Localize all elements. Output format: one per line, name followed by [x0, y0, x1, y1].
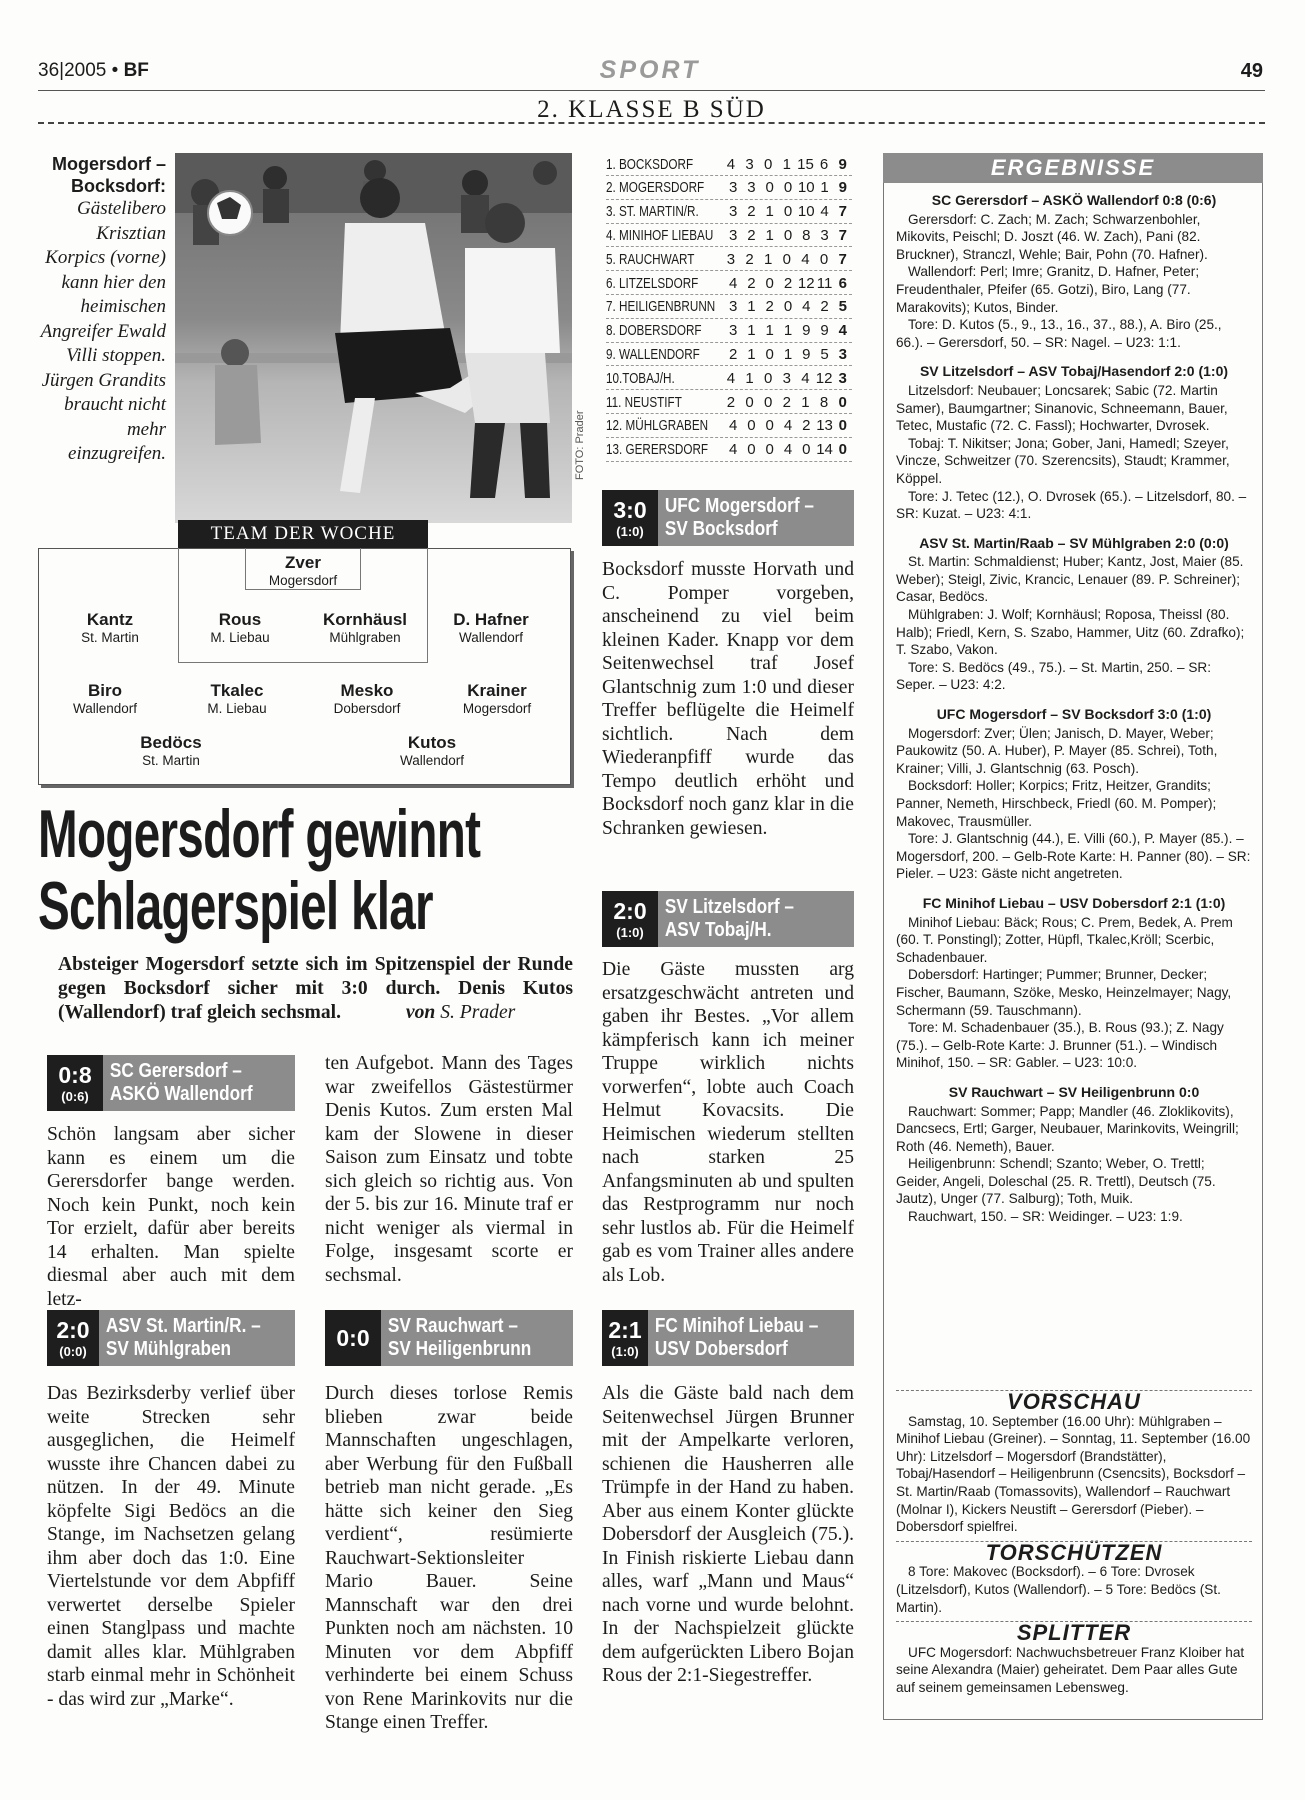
table-value: 0	[783, 179, 793, 197]
table-points: 7	[838, 250, 847, 268]
table-value: 0	[764, 155, 773, 173]
table-value: 12	[815, 369, 833, 387]
header-rule	[38, 90, 1265, 91]
match-photo-image	[175, 153, 572, 523]
table-points: 9	[838, 179, 847, 197]
torschuetzen-text: 8 Tore: Makovec (Bocksdorf). – 6 Tore: Dvrosek (Litzelsdorf), Kutos (Wallendorf). – 5 Tore: Bedöcs (St. Martin).	[896, 1564, 1221, 1615]
table-value: 8	[819, 393, 829, 411]
table-row	[606, 391, 852, 414]
table-value: 1	[747, 322, 756, 340]
match-bar-mogersdorf: 3:0 (1:0) UFC Mogersdorf – SV Bocksdorf	[602, 490, 854, 546]
table-value: 2	[747, 274, 756, 292]
table-value: 3	[782, 369, 792, 387]
table-team: 1. BOCKSDORF	[606, 155, 694, 173]
table-points: 4	[838, 322, 847, 340]
result-block	[896, 706, 1252, 883]
league-rule	[38, 122, 1265, 124]
result-block	[896, 1084, 1252, 1226]
result-line: Tobaj: T. Nikitser; Jona; Gober, Jani, Hamedl; Szeyer, Vincze, Schweitzer (70. Szerencsits), Staudt; Krammer, Köppel.	[896, 435, 1230, 486]
match-bar-minihof: 2:1 (1:0) FC Minihof Liebau – USV Dobersdorf	[602, 1310, 854, 1366]
result-line: Tore: M. Schadenbauer (35.), B. Rous (93.); Z. Nagy (75.). – Gelb-Rote Karte: J. Brunner (51.). – Windisch Minihof, 150. – SR: Gabler. – U23: 10:0.	[896, 1020, 1224, 1071]
result-header: ASV St. Martin/Raab – SV Mühlgraben 2:0 (0:0)	[919, 534, 1229, 551]
table-value: 2	[726, 393, 736, 411]
table-row	[606, 439, 852, 462]
result-line: Tore: J. Tetec (12.), O. Dvrosek (65.). – Litzelsdorf, 80. – SR: Kuzat. – U23: 4:1.	[896, 488, 1247, 522]
table-row	[606, 272, 852, 295]
table-value: 0	[765, 179, 774, 197]
ergebnisse-title: ERGEBNISSE	[883, 153, 1263, 183]
table-team: 12. MÜHLGRABEN	[606, 417, 709, 435]
table-value: 4	[801, 369, 810, 387]
table-value: 2	[745, 250, 754, 268]
player-def-3: Kornhäusl Mühlgraben	[322, 610, 408, 645]
caption-text: Gästelibero Krisztian Korpics (vorne) kann hier den heimischen Angreifer Ewald Villi stoppen. Jürgen Grandits braucht nicht mehr einzugreifen.	[40, 198, 166, 464]
table-team: 9. WALLENDORF	[606, 345, 700, 363]
table-value: 0	[765, 441, 774, 459]
table-points: 6	[838, 274, 847, 292]
article-headline	[38, 798, 570, 942]
table-value: 1	[765, 203, 774, 221]
article-lead: Absteiger Mogersdorf setzte sich im Spitzenspiel der Runde gegen Bocksdorf sicher mit 3:0 durch. Denis Kutos (Wallendorf) traf gleich sechsmal. von S. Prader	[58, 954, 573, 1023]
match-bar-litzelsdorf: 2:0 (1:0) SV Litzelsdorf – ASV Tobaj/H.	[602, 891, 854, 947]
result-line: Rauchwart: Sommer; Papp; Mandler (46. Zloklikovits), Dancsecs, Ertl; Garger, Neubauer, Marinkovits, Weingrill; Roth (46. Nemeth), Bauer.	[896, 1103, 1239, 1154]
table-value: 8	[802, 226, 811, 244]
table-value: 4	[783, 417, 793, 435]
table-value: 4	[801, 250, 810, 268]
table-value: 0	[783, 203, 793, 221]
result-line: Tore: D. Kutos (5., 9., 13., 16., 37., 88.), A. Biro (25., 66.). – Gerersdorf, 50. – SR: Nagel. – U23: 1:1.	[896, 317, 1222, 350]
table-value: 2	[747, 203, 756, 221]
table-value: 2	[765, 298, 774, 316]
table-value: 0	[745, 393, 754, 411]
table-value: 4	[726, 369, 736, 387]
table-team: 2. MOGERSDORF	[606, 179, 705, 197]
table-row	[606, 367, 852, 390]
result-line: Tore: J. Glantschnig (44.), E. Villi (60.), P. Mayer (85.). – Mogersdorf, 200. – Gelb-Rote Karte: H. Panner (80). – SR: Pieler. – U23: Gäste nicht angetreten.	[896, 831, 1251, 882]
table-team: 13. GERERSDORF	[606, 441, 709, 459]
table-value: 3	[747, 179, 756, 197]
result-line: Wallendorf: Perl; Imre; Granitz, D. Hafner, Peter; Freudenthaler, Pfeifer (65. Gotzi), Biro, Lang (77. Marakovits); Kutos, Binder.	[896, 264, 1200, 315]
result-block	[896, 363, 1252, 522]
report-st-martin: Das Bezirksderby verlief über weite Strecken sehr ausgeglichen, die Heimelf wusste ihre Chancen dabei zu nützen. In der 49. Minute köpfelte Sigi Bedöcs an die Stange, im Nachsetzen gelang ihm aber doch das 1:0. Eine Viertelstunde vor dem Abpfiff verwertet derselbe Spieler einen Stanglpass und machte damit alles klar. Mühlgraben starb einmal mehr in Schönheit - das wird zur „Marke“.	[47, 1383, 295, 1710]
player-mid-4: Krainer Mogersdorf	[462, 681, 532, 716]
table-value: 0	[764, 393, 773, 411]
player-def-1: Kantz St. Martin	[81, 610, 139, 645]
table-value: 3	[728, 179, 738, 197]
player-fw-1: Bedöcs St. Martin	[140, 733, 202, 768]
table-points: 3	[838, 345, 847, 363]
result-header: SV Rauchwart – SV Heiligenbrunn 0:0	[948, 1083, 1200, 1100]
player-mid-1: Biro Wallendorf	[72, 681, 138, 716]
section-title: SPORT	[599, 56, 701, 84]
result-line: Gerersdorf: C. Zach; M. Zach; Schwarzenbohler, Mikovits, Peischl; D. Joszt (46. W. Zach), Pani (82. Bruckner), Stranczl, Wehle; Bair, Pohn (70. Hafner).	[896, 211, 1208, 262]
table-value: 1	[764, 250, 773, 268]
table-value: 0	[783, 226, 793, 244]
table-team: 8. DOBERSDORF	[606, 322, 702, 340]
result-line: Heiligenbrunn: Schendl; Szanto; Weber, O. Trettl; Geider, Angeli, Doleschal (25. R. Trettl), Deutsch (75. Jautz), Unger (77. Salburg); Toth, Muik.	[896, 1156, 1216, 1207]
table-row	[606, 296, 852, 319]
table-value: 3	[728, 203, 738, 221]
splitter-text: UFC Mogersdorf: Nachwuchsbetreuer Franz Kloiber hat seine Alexandra (Maier) geheiratet. Dem Paar alles Gute auf seinem gemeinsamen Lebensweg.	[896, 1644, 1245, 1695]
table-team: 10.TOBAJ/H.	[606, 369, 675, 387]
result-header: UFC Mogersdorf – SV Bocksdorf 3:0 (1:0)	[936, 706, 1212, 723]
report-gerersdorf-part2: ten Aufgebot. Mann des Tages war zweifellos Gästestürmer Denis Kutos. Zum ersten Mal kam der Slowene in dieser Saison zum Einsatz und tobte sich gleich so richtig aus. Von der 5. bis zur 16. Minute traf er nicht weniger als viermal in Folge, insgesamt scorte er sechsmal.	[325, 1053, 573, 1286]
result-line: Rauchwart, 150. – SR: Weidinger. – U23: 1:9.	[908, 1209, 1183, 1225]
byline: von S. Prader	[405, 1002, 516, 1023]
table-row	[606, 320, 852, 343]
table-points: 3	[838, 369, 847, 387]
table-value: 4	[728, 274, 738, 292]
result-line: Litzelsdorf: Neubauer; Loncsarek; Sabic (72. Martin Samer), Baumgartner; Sinanovic, Schneemann, Bauer, Tetec, Mustafic (72. C. Fassl); Hochwarter, Dvrosek.	[896, 382, 1228, 434]
table-value: 1	[801, 393, 810, 411]
table-points: 9	[838, 155, 847, 173]
report-rauchwart: Durch dieses torlose Remis blieben zwar beide Mannschaften ungeschlagen, aber Werbung für den Fußball betrieb man nicht gerade. „Es hätte sich keiner den Sieg verdient“, resümierte Rauchwart-Sektionsleiter Mario Bauer. Seine Mannschaft war den drei Punkten noch am nächsten. 10 Minuten vor dem Abpfiff verhinderte bei einem Schuss von Rene Marinkovits nur die Stange einen Treffer.	[325, 1383, 573, 1733]
table-team: 6. LITZELSDORF	[606, 274, 699, 292]
player-mid-2: Tkalec M. Liebau	[207, 681, 267, 716]
table-value: 1	[820, 179, 829, 197]
table-value: 1	[783, 345, 793, 363]
player-mid-3: Mesko Dobersdorf	[333, 681, 401, 716]
table-value: 3	[728, 298, 738, 316]
table-points: 5	[838, 298, 847, 316]
table-row	[606, 224, 852, 247]
page-number: 49	[1240, 60, 1263, 82]
table-value: 1	[765, 322, 774, 340]
table-team: 3. ST. MARTIN/R.	[606, 203, 699, 221]
report-col-1	[47, 1123, 295, 1308]
vorschau-title: VORSCHAU	[896, 1393, 1252, 1411]
table-value: 0	[802, 441, 811, 459]
result-header: FC Minihof Liebau – USV Dobersdorf 2:1 (1:0)	[922, 894, 1226, 911]
table-value: 12	[797, 274, 815, 292]
table-value: 1	[783, 322, 793, 340]
table-value: 9	[802, 345, 811, 363]
result-line: Bocksdorf: Holler; Korpics; Fritz, Heitzer, Grandits; Panner, Nemeth, Hirschbeck, Friedl (60. M. Pomper); Makovec, Trausmüller.	[896, 778, 1217, 829]
table-value: 0	[819, 250, 829, 268]
table-value: 11	[816, 274, 833, 292]
table-value: 13	[816, 417, 833, 435]
table-value: 1	[745, 369, 754, 387]
table-row	[606, 248, 852, 271]
table-value: 10	[797, 179, 815, 197]
match-bar-gerersdorf: 0:8 (0:6) SC Gerersdorf – ASKÖ Wallendorf	[47, 1055, 295, 1111]
result-block	[896, 192, 1252, 351]
table-team: 5. RAUCHWART	[606, 250, 695, 268]
table-row	[606, 415, 852, 438]
table-value: 1	[765, 226, 774, 244]
table-points: 0	[838, 393, 847, 411]
table-value: 2	[747, 226, 756, 244]
result-block	[896, 535, 1252, 694]
table-value: 9	[820, 322, 829, 340]
table-value: 0	[765, 417, 774, 435]
match-photo	[175, 153, 572, 523]
photo-credit: FOTO: Prader	[574, 410, 586, 480]
torschuetzen-title: TORSCHÜTZEN	[896, 1544, 1252, 1562]
match-bar-rauchwart: 0:0 SV Rauchwart – SV Heiligenbrunn	[325, 1310, 573, 1366]
headline-line-1: Mogersdorf gewinnt	[38, 796, 481, 872]
table-row	[606, 177, 852, 200]
result-block	[896, 895, 1252, 1072]
result-header: SC Gerersdorf – ASKÖ Wallendorf 0:8 (0:6)	[931, 192, 1217, 208]
result-line: Mühlgraben: J. Wolf; Kornhäusl; Roposa, Theissl (80. Halb); Friedl, Kern, S. Szabo, Hammer, Uitz (60. Zdrafko); T. Szabo, Vakon.	[896, 607, 1245, 658]
table-value: 0	[747, 441, 756, 459]
table-value: 4	[726, 155, 736, 173]
table-value: 2	[783, 274, 793, 292]
table-points: 7	[838, 226, 847, 244]
report-gerersdorf-part1: Schön langsam aber sicher kann es einem um die Gerersdorfer bange werden. Noch kein Punkt, noch kein Tor erzielt, dafür aber bereits 14 erhalten. Man spielte diesmal aber auch mit dem letz-	[47, 1124, 295, 1308]
photo-caption	[40, 153, 166, 467]
table-value: 4	[783, 441, 793, 459]
table-value: 3	[820, 226, 829, 244]
report-litzelsdorf: Die Gäste mussten arg ersatzgeschwächt antreten und gaben ihr Bestes. „Vor allem kämpferisch kann ich meiner Truppe wirklich nichts vorwerfen“, lobte auch Coach Helmut Kovacsits. Die Heimischen wiederum stellten nach starken 25 Anfangsminuten ab und spulten das Restprogramm nur noch sehr lustlos ab. Für die Heimelf gab es vom Trainer alles andere als Lob.	[602, 959, 854, 1286]
report-mogersdorf: Bocksdorf musste Horvath und C. Pomper vorgeben, anscheinend zu viel beim kleinen Kader. Knapp vor dem Seitenwechsel traf Josef Glantschnig zum 1:0 und dieser Treffer beflügelte die Heimelf sichtlich. Nach dem Wiederanpfiff wurde das Tempo deutlich erhöht und Bocksdorf noch ganz klar in die Schranken gewiesen.	[602, 559, 854, 839]
player-fw-2: Kutos Wallendorf	[399, 733, 465, 768]
table-value: 0	[747, 417, 756, 435]
table-value: 1	[747, 298, 756, 316]
table-value: 0	[782, 250, 792, 268]
report-col-2	[325, 1052, 573, 1296]
result-line: Mogersdorf: Zver; Ülen; Janisch, D. Mayer, Weber; Paukowitz (50. A. Huber), P. Mayer (85. Schrei), Toth, Krainer; Villi, J. Glantschnig (63. Posch).	[896, 725, 1218, 776]
table-value: 15	[797, 155, 814, 173]
table-value: 0	[783, 298, 793, 316]
result-line: St. Martin: Schmaldienst; Huber; Kantz, Jost, Maier (85. Weber); Steigl, Zivic, Krancic, Lenauer (89. P. Schreiner); Casar, Bedöcs.	[896, 554, 1244, 605]
table-value: 3	[745, 155, 754, 173]
table-points: 0	[838, 417, 847, 435]
table-team: 4. MINIHOF LIEBAU	[606, 226, 714, 244]
table-value: 0	[765, 274, 774, 292]
table-team: 7. HEILIGENBRUNN	[606, 298, 716, 316]
vorschau-text: Samstag, 10. September (16.00 Uhr): Mühlgraben – Minihof Liebau (Greiner). – Sonntag, 11. September (16.00 Uhr): Litzelsdorf – Mogersdorf (Brandstätter), Tobaj/Hasendorf – Heiligenbrunn (Csencsits), Bocksdorf – St. Martin/Raab (Tomassovits), Wallendorf – Rauchwart (Molnar I), Kickers Neustift – Gerersdorf (Pieber). – Dobersdorf spielfrei.	[896, 1413, 1251, 1535]
table-value: 3	[728, 322, 738, 340]
result-header: SV Litzelsdorf – ASV Tobaj/Hasendorf 2:0 (1:0)	[919, 363, 1229, 380]
caption-title: Mogersdorf – Bocksdorf:	[51, 154, 166, 196]
table-value: 2	[728, 345, 738, 363]
table-team: 11. NEUSTIFT	[606, 393, 682, 411]
report-minihof: Als die Gäste bald nach dem Seitenwechsel Jürgen Brunner mit der Ampelkarte verloren, schienen die Hausherren alle Trümpfe in der Hand zu haben. Aber aus einem Konter glückte Dobersdorf der Ausgleich (75.). In Finish riskierte Liebau dann alles, warf „Mann und Maus“ nach vorne und wurde belohnt. In der Nachspielzeit glückte dem aufgerückten Libero Bojan Rous der 2:1-Siegestreffer.	[602, 1383, 854, 1686]
table-value: 3	[728, 226, 738, 244]
player-def-2: Rous M. Liebau	[210, 610, 270, 645]
table-row	[606, 343, 852, 366]
table-value: 0	[764, 369, 773, 387]
table-value: 2	[782, 393, 792, 411]
table-value: 6	[819, 155, 829, 173]
table-value: 9	[802, 322, 811, 340]
table-value: 0	[765, 345, 774, 363]
table-value: 3	[726, 250, 736, 268]
match-bar-st-martin: 2:0 (0:0) ASV St. Martin/R. – SV Mühlgraben	[47, 1310, 295, 1366]
results-list	[896, 180, 1252, 1226]
result-line: Dobersdorf: Hartinger; Pummer; Brunner, Decker; Fischer, Baumann, Szöke, Mesko, Heinzelmayer; Nagy, Schermann (59. Tauschmann).	[896, 967, 1232, 1018]
headline-line-2: Schlagerspiel klar	[38, 868, 433, 944]
table-value: 10	[797, 203, 815, 221]
player-gk: Zver Mogersdorf	[268, 553, 338, 588]
sidebar-lower	[896, 1387, 1252, 1697]
table-value: 4	[802, 298, 811, 316]
table-value: 4	[728, 441, 738, 459]
issue-number: 36|2005 • BF	[38, 60, 149, 81]
table-row	[606, 201, 852, 224]
table-value: 2	[820, 298, 829, 316]
table-value: 1	[782, 155, 792, 173]
table-value: 14	[816, 441, 833, 459]
table-points: 7	[838, 203, 847, 221]
result-line: Minihof Liebau: Bäck; Rous; C. Prem, Bedek, A. Prem (60. T. Ponstingl); Zotter, Hüpfl, Tkalec,Kröll; Scerbic, Schadenbauer.	[896, 914, 1233, 965]
team-of-week-title: TEAM DER WOCHE	[178, 520, 428, 548]
table-value: 5	[820, 345, 829, 363]
table-row	[606, 153, 852, 176]
league-title: 2. KLASSE B SÜD	[537, 96, 766, 123]
splitter-title: SPLITTER	[896, 1624, 1252, 1642]
table-value: 2	[802, 417, 811, 435]
table-points: 0	[838, 441, 847, 459]
table-value: 4	[820, 203, 829, 221]
player-def-4: D. Hafner Wallendorf	[453, 610, 529, 645]
table-value: 4	[728, 417, 738, 435]
table-value: 1	[747, 345, 756, 363]
result-line: Tore: S. Bedöcs (49., 75.). – St. Martin, 250. – SR: Seper. – U23: 4:2.	[896, 659, 1211, 693]
